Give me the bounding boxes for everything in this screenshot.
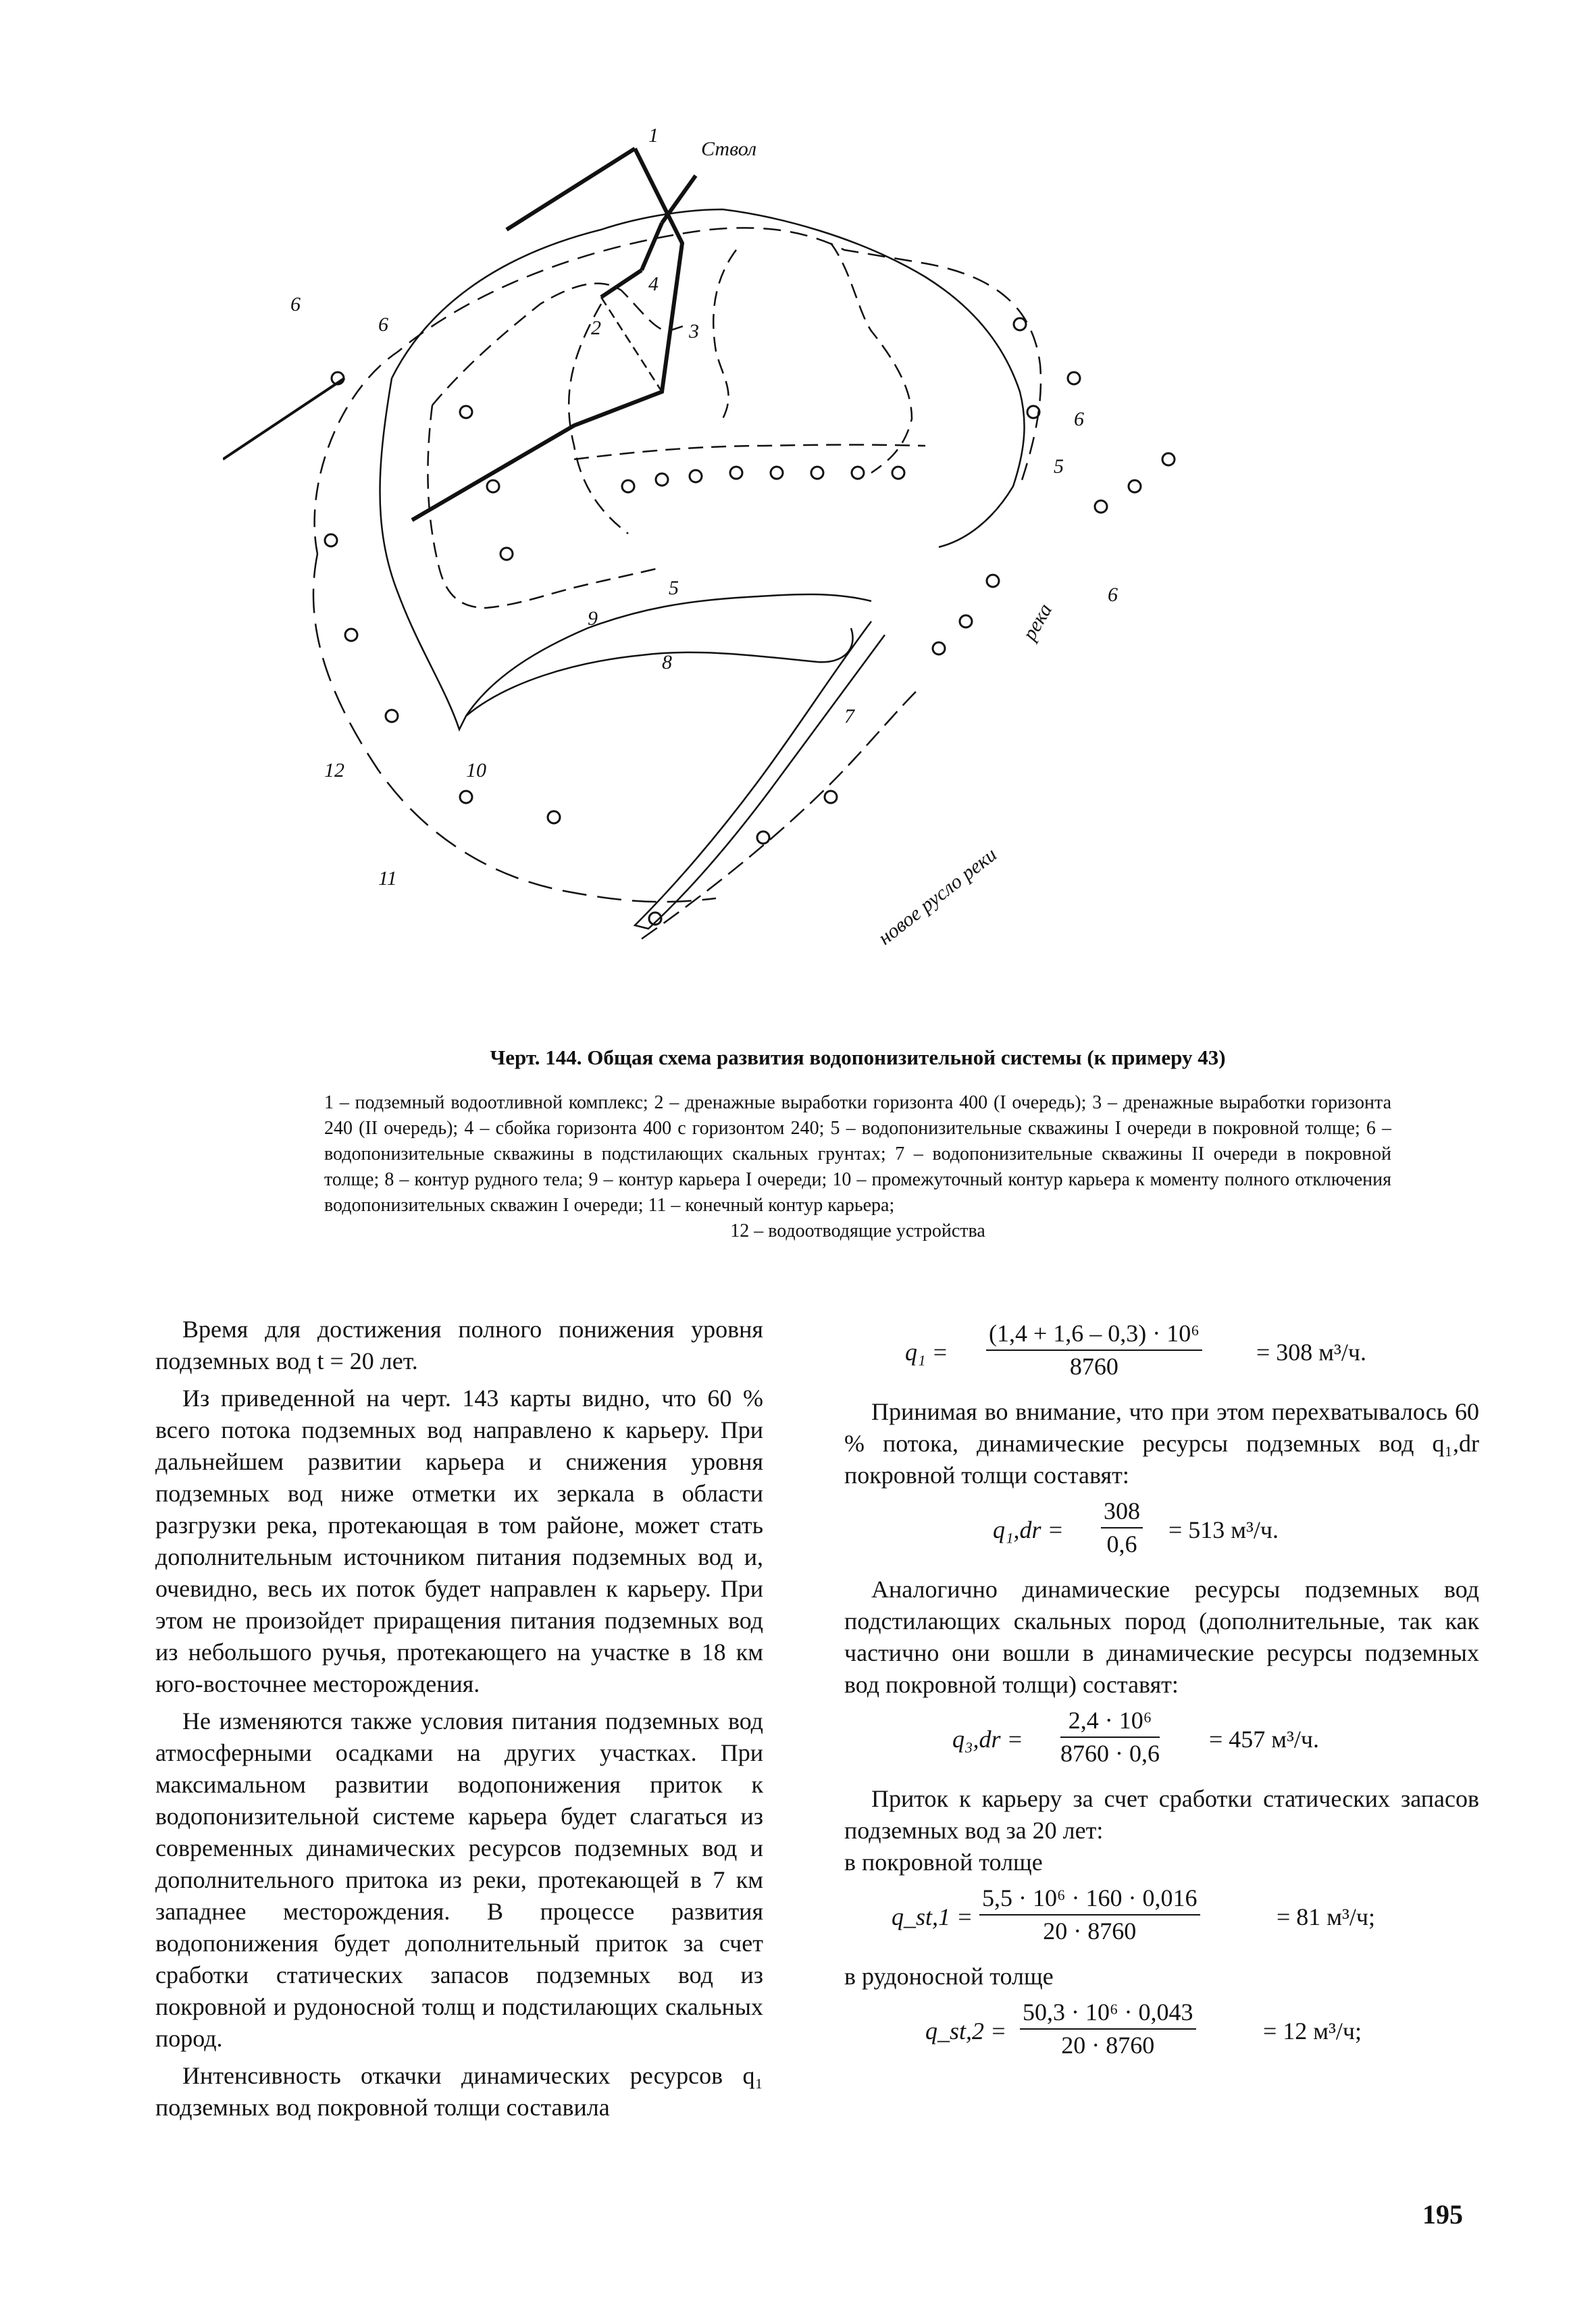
drift-240	[412, 149, 682, 520]
label-5a: 5	[669, 577, 679, 599]
paragraph: Принимая во внимание, что при этом перехватывалось 60 % потока, динамические ресурсы подземных вод q₁,dr покровной толщи составят:	[844, 1398, 1479, 1489]
label-12: 12	[324, 759, 344, 781]
label-9: 9	[588, 607, 598, 629]
formula-fraction	[1020, 1997, 1196, 2061]
paragraph: Из приведенной на черт. 143 карты видно, что 60 % всего потока подземных вод направлено к карьеру. При дальнейшем развитии карьера и снижения уровня подземных вод ниже отметки их зеркала в области разгрузки река, протекающая в том районе, может стать дополнительным источником питания подземных вод и, очевидно, весь их поток будет направлен к карьеру. При этом не произойдет приращения питания подземных вод из небольшого ручья, протекающего на участке в 18 км юго-восточнее месторождения.	[155, 1385, 763, 1697]
crosscut	[601, 297, 662, 392]
label-new-river: новое русло реки	[873, 843, 1002, 950]
denominator: 8760 · 0,6	[1060, 1740, 1160, 1767]
paragraph: Время для достижения полного понижения уровня подземных вод t = 20 лет.	[155, 1316, 763, 1374]
paragraph: в покровной толще	[844, 1849, 1043, 1876]
label-8: 8	[662, 651, 672, 673]
formula-lhs: q_st,1 =	[892, 1903, 973, 1930]
formula-qst2	[844, 1997, 1479, 2071]
label-6d: 6	[378, 313, 388, 336]
label-7: 7	[844, 705, 854, 727]
page-number: 195	[1422, 2199, 1463, 2230]
formula-fraction	[986, 1318, 1202, 1383]
formula-q1dr	[844, 1495, 1479, 1570]
label-1: 1	[648, 124, 659, 147]
left-column	[155, 1314, 763, 2124]
formula-fraction	[1060, 1705, 1160, 1770]
formula-result: = 457 м³/ч.	[1209, 1726, 1319, 1753]
formula-lhs: q₁,dr =	[993, 1516, 1064, 1543]
paragraph: в рудоносной толще	[844, 1963, 1054, 1990]
formula-qst1	[844, 1882, 1479, 1957]
denominator: 20 · 8760	[1043, 1918, 1137, 1945]
drainage-pipe-west	[223, 378, 344, 459]
label-reka: река	[1018, 599, 1057, 644]
formula-result: = 308 м³/ч.	[1256, 1339, 1366, 1366]
scheme-drawing	[223, 108, 1385, 1027]
label-6a: 6	[290, 293, 301, 315]
paragraph: Интенсивность откачки динамических ресурсов q₁ подземных вод покровной толщи составила	[155, 2062, 763, 2121]
western-arc	[313, 554, 716, 902]
denominator: 8760	[1069, 1353, 1118, 1380]
label-6c: 6	[1108, 584, 1118, 606]
label-2: 2	[591, 317, 601, 339]
caption-legend-last: 12 – водоотводящие устройства	[730, 1220, 985, 1241]
caption-title: Черт. 144. Общая схема развития водопонизительной системы (к примеру 43)	[490, 1046, 1226, 1069]
label-3: 3	[689, 320, 699, 342]
pit-boundary-middle	[574, 445, 925, 460]
figure-caption	[324, 1046, 1391, 1244]
label-10: 10	[466, 759, 486, 781]
denominator: 20 · 8760	[1061, 2032, 1155, 2059]
label-4: 4	[648, 273, 659, 295]
pit-contour-first-2	[428, 405, 662, 608]
caption-legend: 1 – подземный водоотливной комплекс; 2 – дренажные выработки горизонта 400 (I очередь); 3 – дренажные выработки горизонта 240 (II очередь); 4 – сбойка горизонта 400 с горизонтом 240; 5 – водопонизительные скважины I очереди в покровной толще; 6 – водопонизительные скважины в подстилающих скальных грунтах; 7 – водопонизительные скважины II очереди в покровной толще; 8 – контур рудного тела; 9 – контур карьера I очереди; 10 – промежуточный контур карьера к моменту полного отключения водопонизительных скважин I очереди; 11 – конечный контур карьера;	[324, 1092, 1391, 1216]
formula-q1	[844, 1318, 1479, 1392]
numerator: 50,3 · 10⁶ · 0,043	[1020, 1997, 1196, 2030]
ore-body-contour	[392, 209, 1025, 547]
drainage-scheme-figure	[223, 108, 1385, 1027]
pit-contour-east	[831, 243, 912, 473]
formula-fraction	[1101, 1495, 1143, 1560]
pit-contour-mid	[713, 250, 736, 419]
formula-q3dr	[844, 1705, 1479, 1779]
numerator: 5,5 · 10⁶ · 160 · 0,016	[979, 1882, 1200, 1916]
formula-fraction	[979, 1882, 1200, 1947]
numerator: (1,4 + 1,6 – 0,3) · 10⁶	[986, 1318, 1202, 1351]
formula-result: = 513 м³/ч.	[1168, 1516, 1279, 1543]
numerator: 2,4 · 10⁶	[1060, 1705, 1160, 1738]
formula-lhs: q₁ =	[905, 1339, 948, 1366]
label-stvol: Ствол	[701, 138, 757, 160]
pit-contour-first	[432, 284, 689, 405]
label-6b: 6	[1074, 408, 1084, 430]
paragraph: Приток к карьеру за счет сработки статических запасов подземных вод за 20 лет:	[844, 1785, 1479, 1844]
formula-result: = 81 м³/ч;	[1277, 1903, 1375, 1930]
old-river-channel	[635, 621, 885, 929]
formula-lhs: q₃,dr =	[952, 1726, 1023, 1753]
formula-lhs: q_st,2 =	[925, 2017, 1007, 2045]
label-11: 11	[378, 867, 397, 890]
paragraph: Не изменяются также условия питания подземных вод атмосферными осадками на других участках. При максимальном развитии водопонижения приток к водопонизительной системе карьера будет слагаться из современных динамических ресурсов подземных вод и дополнительного притока из реки, протекающей в 7 км западнее месторождения. В процессе развития водопонижения будет дополнительный приток за счет сработки статических запасов подземных вод из покровной и рудоносной толщ и подстилающих скальных пород.	[155, 1707, 763, 2052]
right-column	[844, 1314, 1479, 2075]
denominator: 0,6	[1106, 1531, 1137, 1558]
ore-body-lower	[380, 378, 872, 729]
river-line	[466, 628, 853, 716]
label-5b: 5	[1054, 455, 1064, 478]
paragraph: Аналогично динамические ресурсы подземных вод подстилающих скальных пород (дополнительные, так как частично они вошли в динамические ресурсы подземных вод покровной толщи) составят:	[844, 1576, 1479, 1698]
formula-result: = 12 м³/ч;	[1263, 2017, 1362, 2045]
numerator: 308	[1101, 1495, 1143, 1528]
